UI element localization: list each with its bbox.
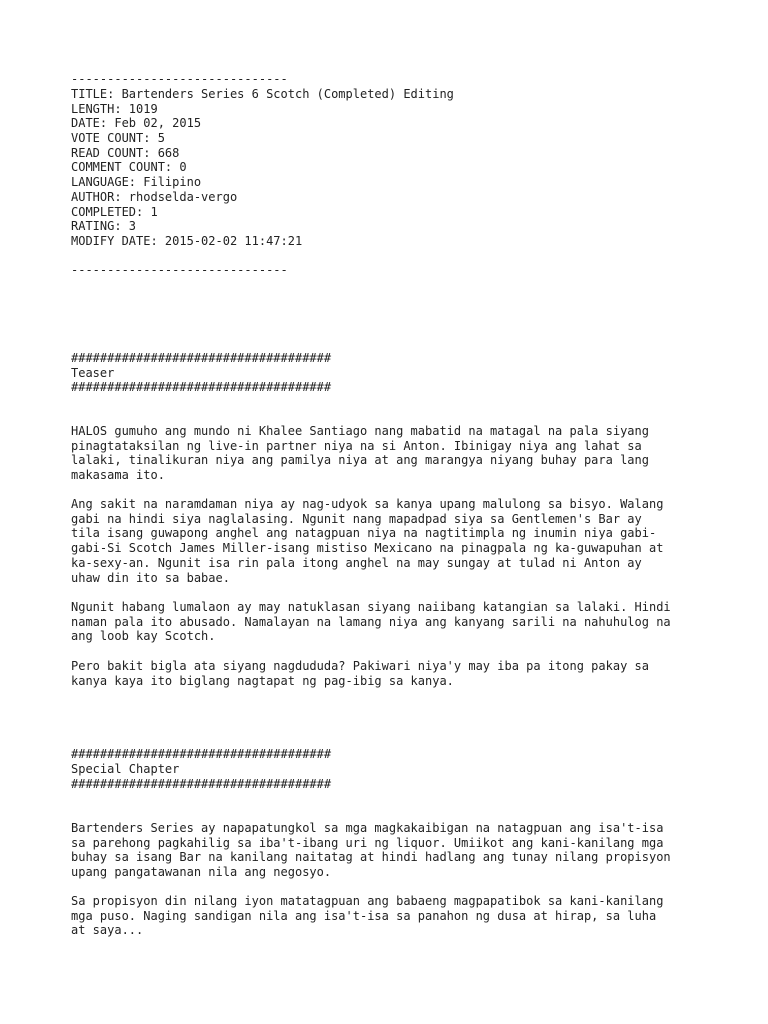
special-rule-bottom: ####################################: [71, 777, 332, 791]
meta-modify-date: MODIFY DATE: 2015-02-02 11:47:21: [71, 234, 303, 248]
paragraph-line: sa parehong pagkahilig sa iba't-ibang uri ng liquor. Umiikot ang kani-kanilang mga: [71, 835, 664, 850]
meta-rule-bottom: ------------------------------: [71, 263, 288, 277]
special-paragraph-2: [71, 894, 711, 938]
paragraph-line: pinagtataksilan ng live-in partner niya na si Anton. Ibinigay niya ang lahat sa: [71, 438, 642, 453]
meta-completed: COMPLETED: 1: [71, 205, 158, 219]
paragraph-line: Pero bakit bigla ata siyang nagdududa? Pakiwari niya'y may iba pa itong pakay sa: [71, 659, 649, 673]
teaser-paragraph-4: [71, 659, 711, 688]
meta-vote-count: VOTE COUNT: 5: [71, 131, 165, 145]
paragraph-line: Bartenders Series ay napapatungkol sa mga magkakaibigan na natagpuan ang isa't-isa: [71, 821, 664, 835]
paragraph-line: HALOS gumuho ang mundo ni Khalee Santiago nang mabatid na matagal na pala siyang: [71, 424, 649, 438]
paragraph-line: uhaw din ito sa babae.: [71, 570, 230, 585]
paragraph-line: Ngunit habang lumalaon ay may natuklasan siyang naiibang katangian sa lalaki. Hindi: [71, 600, 671, 614]
teaser-heading: Teaser: [71, 366, 115, 380]
special-paragraph-1: [71, 821, 711, 880]
paragraph-line: Sa propisyon din nilang iyon matatagpuan ang babaeng magpapatibok sa kani-kanilang: [71, 894, 664, 908]
teaser-paragraph-3: [71, 600, 711, 644]
paragraph-line: gabi na hindi siya naglalasing. Ngunit nang mapadpad siya sa Gentlemen's Bar ay: [71, 511, 642, 526]
paragraph-line: ka-sexy-an. Ngunit isa rin pala itong anghel na may sungay at tulad ni Anton ay: [71, 555, 642, 570]
meta-comment-count: COMMENT COUNT: 0: [71, 160, 187, 174]
paragraph-line: at saya...: [71, 923, 144, 938]
paragraph-line: kanya kaya ito biglang nagtapat ng pag-ibig sa kanya.: [71, 673, 454, 688]
paragraph-line: Ang sakit na naramdaman niya ay nag-udyok sa kanya upang malulong sa bisyo. Walang: [71, 497, 664, 511]
teaser-rule-top: ####################################: [71, 351, 332, 365]
paragraph-line: naman pala ito abusado. Namalayan na lamang niya ang kanyang sarili na nahuhulog na: [71, 614, 671, 629]
paragraph-line: buhay sa isang Bar na kanilang naitatag at hindi hadlang ang tunay nilang propisyon: [71, 850, 671, 865]
paragraph-line: lalaki, tinalikuran niya ang pamilya niya at ang marangya niyang buhay para lang: [71, 453, 649, 468]
teaser-rule-bottom: ####################################: [71, 380, 332, 394]
paragraph-line: mga puso. Naging sandigan nila ang isa't-isa sa panahon ng dusa at hirap, sa luha: [71, 908, 657, 923]
teaser-paragraph-1: [71, 424, 711, 483]
teaser-paragraph-2: [71, 497, 711, 585]
special-rule-top: ####################################: [71, 747, 332, 761]
meta-title: TITLE: Bartenders Series 6 Scotch (Completed) Editing: [71, 87, 454, 101]
meta-author: AUTHOR: rhodselda-vergo: [71, 190, 238, 204]
meta-date: DATE: Feb 02, 2015: [71, 116, 202, 130]
meta-rule-top: ------------------------------: [71, 72, 288, 86]
paragraph-line: gabi-Si Scotch James Miller-isang mistiso Mexicano na pinagpala ng ka-guwapuhan at: [71, 541, 664, 556]
meta-length: LENGTH: 1019: [71, 102, 158, 116]
meta-read-count: READ COUNT: 668: [71, 146, 180, 160]
paragraph-line: ang loob kay Scotch.: [71, 629, 216, 644]
paragraph-line: upang pangatawanan nila ang negosyo.: [71, 865, 332, 880]
paragraph-line: makasama ito.: [71, 468, 165, 483]
meta-rating: RATING: 3: [71, 219, 137, 233]
special-heading: Special Chapter: [71, 762, 180, 776]
meta-language: LANGUAGE: Filipino: [71, 175, 202, 189]
paragraph-line: tila isang guwapong anghel ang natagpuan niya na nagtitimpla ng inumin niya gabi-: [71, 526, 657, 541]
